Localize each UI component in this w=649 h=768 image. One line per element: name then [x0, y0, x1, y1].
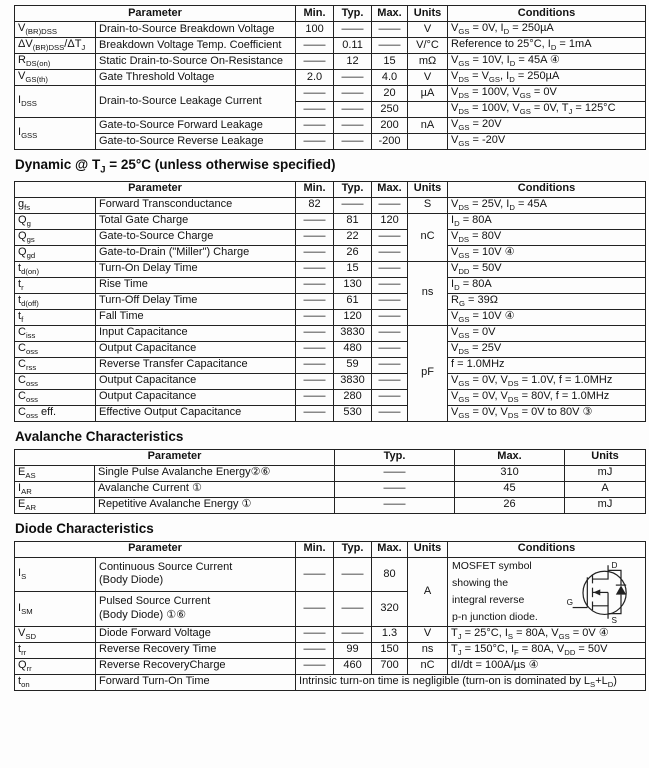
table-cell: —— — [296, 213, 334, 229]
table-cell: —— — [296, 309, 334, 325]
table-cell: —— — [296, 261, 334, 277]
header-cell: Parameter — [15, 181, 296, 197]
table-cell: —— — [372, 389, 408, 405]
table-cell: Gate-to-Drain ("Miller") Charge — [96, 245, 296, 261]
table-row — [15, 497, 646, 513]
table-cell: $V_{DS} = 25V$, $I_D = 45A$ — [448, 197, 646, 213]
header-cell: Parameter — [15, 6, 296, 22]
table-cell: Drain-to-Source Leakage Current — [96, 86, 296, 118]
table-cell: Turn-Off Delay Time — [96, 293, 296, 309]
table-cell: —— — [296, 38, 334, 54]
table-cell: 3830 — [334, 325, 372, 341]
table-cell: Gate-to-Source Forward Leakage — [96, 118, 296, 134]
table-cell: $V_{GS} = 0V$, $I_D = 250\mu A$ — [448, 22, 646, 38]
table-row — [15, 357, 646, 373]
table-cell: 15 — [372, 54, 408, 70]
diode-section-heading: Diode Characteristics — [15, 520, 154, 536]
table-cell: $C_{iss}$ — [15, 325, 96, 341]
table-cell: ns — [408, 261, 448, 325]
table-row — [15, 626, 646, 642]
table-row — [15, 213, 646, 229]
table-cell: 700 — [372, 658, 408, 674]
mosfet-note-text: MOSFET symbol showing the integral reverse p-n junction diode. — [452, 559, 538, 623]
header-cell: Typ. — [334, 541, 372, 557]
table-row — [15, 261, 646, 277]
table-cell: 26 — [455, 497, 565, 513]
table-cell: Reverse Transfer Capacitance — [96, 357, 296, 373]
table-cell: $C_{oss}$ — [15, 341, 96, 357]
table-row — [15, 658, 646, 674]
header-cell: Parameter — [15, 541, 296, 557]
table-cell: dI/dt = 100A/µs ④ — [448, 658, 646, 674]
dynamic-section-heading: Dynamic @ $T_J = 25^\circ C$ (unless otherwise specified) — [15, 157, 336, 176]
table-cell: 12 — [334, 54, 372, 70]
table-cell: —— — [296, 658, 334, 674]
table-cell: V — [408, 626, 448, 642]
table-row — [15, 277, 646, 293]
table-row — [15, 22, 646, 38]
table-cell: mJ — [565, 497, 646, 513]
table-cell: $V_{GS} = 0V$ — [448, 325, 646, 341]
table-cell: —— — [372, 405, 408, 421]
table-cell: $g_{fs}$ — [15, 197, 96, 213]
table-cell: $E_{AR}$ — [15, 497, 95, 513]
table-row — [15, 465, 646, 481]
header-cell: Max. — [455, 449, 565, 465]
table-cell: —— — [296, 325, 334, 341]
table-row — [15, 481, 646, 497]
table-cell: $V_{DS} = 100V$, $V_{GS} = 0V$, $T_J = 125^\circ C$ — [448, 102, 646, 118]
table-row — [15, 557, 646, 592]
table-cell: Continuous Source Current (Body Diode) — [96, 557, 296, 592]
header-cell: Conditions — [448, 541, 646, 557]
table-cell: —— — [372, 309, 408, 325]
header-row — [15, 449, 646, 465]
table-cell: 59 — [334, 357, 372, 373]
header-cell: Parameter — [15, 449, 335, 465]
table-cell: Gate Threshold Voltage — [96, 70, 296, 86]
table-cell: $V_{DD} = 50V$ — [448, 261, 646, 277]
table-cell: —— — [372, 277, 408, 293]
table-cell: 82 — [296, 197, 334, 213]
table-cell: 530 — [334, 405, 372, 421]
table-cell: 120 — [334, 309, 372, 325]
table-cell: —— — [296, 389, 334, 405]
table-cell: Single Pulse Avalanche Energy②⑥ — [95, 465, 335, 481]
table-cell: 200 — [372, 118, 408, 134]
header-cell: Max. — [372, 181, 408, 197]
table-cell: Breakdown Voltage Temp. Coefficient — [96, 38, 296, 54]
table-cell: —— — [296, 229, 334, 245]
table-cell: Rise Time — [96, 277, 296, 293]
table-cell: $t_f$ — [15, 309, 96, 325]
table-cell: $V_{SD}$ — [15, 626, 96, 642]
table-cell: —— — [334, 197, 372, 213]
table-cell: $V_{DS} = 100V$, $V_{GS} = 0V$ — [448, 86, 646, 102]
table-row — [15, 54, 646, 70]
table-cell: —— — [334, 118, 372, 134]
table-cell: 150 — [372, 642, 408, 658]
table-cell: —— — [372, 38, 408, 54]
table-row — [15, 373, 646, 389]
table-cell: —— — [372, 341, 408, 357]
table-cell: —— — [372, 357, 408, 373]
table-cell: 100 — [296, 22, 334, 38]
table-cell: $V_{GS} = 0V$, $V_{DS} = 1.0V$, f = 1.0MHz — [448, 373, 646, 389]
table-cell: Avalanche Current ① — [95, 481, 335, 497]
header-row — [15, 541, 646, 557]
table-cell: V — [408, 22, 448, 38]
table-cell: -200 — [372, 134, 408, 150]
static-characteristics-table — [14, 5, 646, 150]
table-cell: Total Gate Charge — [96, 213, 296, 229]
table-cell: $I_{SM}$ — [15, 592, 96, 627]
table-cell: Static Drain-to-Source On-Resistance — [96, 54, 296, 70]
table-cell: —— — [334, 86, 372, 102]
table-row — [15, 293, 646, 309]
table-cell: 81 — [334, 213, 372, 229]
table-cell: $t_{d(on)}$ — [15, 261, 96, 277]
table-cell: —— — [296, 373, 334, 389]
table-cell: —— — [296, 592, 334, 627]
table-cell: $V_{GS(th)}$ — [15, 70, 96, 86]
table-row — [15, 325, 646, 341]
mosfet-source-label: S — [611, 615, 617, 625]
table-cell: $C_{oss}$ eff. — [15, 405, 96, 421]
table-cell: Fall Time — [96, 309, 296, 325]
table-cell: —— — [334, 557, 372, 592]
table-cell: —— — [372, 229, 408, 245]
table-cell: 61 — [334, 293, 372, 309]
header-cell: Typ. — [334, 181, 372, 197]
table-cell: f = 1.0MHz — [448, 357, 646, 373]
table-cell: 0.11 — [334, 38, 372, 54]
table-cell: $V_{GS} = -20V$ — [448, 134, 646, 150]
table-cell: $V_{DS} = 80V$ — [448, 229, 646, 245]
table-cell: $I_{GSS}$ — [15, 118, 96, 150]
table-cell: —— — [296, 642, 334, 658]
table-cell: —— — [372, 293, 408, 309]
table-cell: $V_{GS} = 10V$ ④ — [448, 245, 646, 261]
table-cell: $t_{rr}$ — [15, 642, 96, 658]
table-cell: Output Capacitance — [96, 389, 296, 405]
avalanche-section-heading: Avalanche Characteristics — [15, 428, 184, 444]
table-cell: 130 — [334, 277, 372, 293]
table-cell: —— — [296, 626, 334, 642]
table-cell: $Q_{gs}$ — [15, 229, 96, 245]
table-cell: $I_D = 80A$ — [448, 277, 646, 293]
table-cell: 80 — [372, 557, 408, 592]
table-cell: V — [408, 70, 448, 86]
table-cell: —— — [296, 245, 334, 261]
header-cell: Units — [408, 181, 448, 197]
table-cell: ns — [408, 642, 448, 658]
table-cell: $Q_{rr}$ — [15, 658, 96, 674]
table-cell: Drain-to-Source Breakdown Voltage — [96, 22, 296, 38]
table-cell: A — [565, 481, 646, 497]
table-cell: µA — [408, 86, 448, 102]
table-row — [15, 405, 646, 421]
table-cell: 99 — [334, 642, 372, 658]
table-cell: nC — [408, 213, 448, 261]
table-row — [15, 341, 646, 357]
table-cell: Forward Turn-On Time — [96, 674, 296, 690]
table-cell: $I_D = 80A$ — [448, 213, 646, 229]
table-cell: $V_{GS} = 0V$, $V_{DS} = 0V$ to 80V ③ — [448, 405, 646, 421]
table-cell: 26 — [334, 245, 372, 261]
table-row — [15, 118, 646, 134]
header-cell: Typ. — [334, 6, 372, 22]
table-row — [15, 70, 646, 86]
table-row — [15, 229, 646, 245]
table-cell: $C_{oss}$ — [15, 373, 96, 389]
table-cell: 45 — [455, 481, 565, 497]
table-cell: —— — [296, 118, 334, 134]
table-cell: $V_{(BR)DSS}$ — [15, 22, 96, 38]
table-cell: Effective Output Capacitance — [96, 405, 296, 421]
table-cell: $C_{rss}$ — [15, 357, 96, 373]
table-cell: Gate-to-Source Charge — [96, 229, 296, 245]
table-cell: Repetitive Avalanche Energy ① — [95, 497, 335, 513]
table-cell: —— — [335, 465, 455, 481]
table-cell: $T_J = 150^\circ C$, $I_F = 80A$, $V_{DD} = 50V$ — [448, 642, 646, 658]
table-cell: 310 — [455, 465, 565, 481]
header-cell: Max. — [372, 6, 408, 22]
table-cell: $T_J = 25^\circ C$, $I_S = 80A$, $V_{GS} = 0V$ ④ — [448, 626, 646, 642]
table-cell: nA — [408, 118, 448, 134]
table-cell: 250 — [372, 102, 408, 118]
table-cell: —— — [334, 592, 372, 627]
table-row — [15, 674, 646, 690]
table-cell: $V_{GS} = 20V$ — [448, 118, 646, 134]
table-row — [15, 642, 646, 658]
table-cell: —— — [372, 245, 408, 261]
table-cell — [448, 557, 646, 626]
table-cell: —— — [335, 481, 455, 497]
table-cell: Diode Forward Voltage — [96, 626, 296, 642]
table-cell: $I_S$ — [15, 557, 96, 592]
table-cell: $t_r$ — [15, 277, 96, 293]
table-cell: —— — [372, 261, 408, 277]
table-cell: mJ — [565, 465, 646, 481]
header-cell: Conditions — [448, 6, 646, 22]
table-cell: —— — [334, 70, 372, 86]
table-cell: —— — [334, 134, 372, 150]
table-cell: Reverse Recovery Time — [96, 642, 296, 658]
table-cell: Intrinsic turn-on time is negligible (turn-on is dominated by $L_S+L_D$) — [296, 674, 646, 690]
header-row — [15, 181, 646, 197]
table-cell: —— — [296, 277, 334, 293]
header-cell: Min. — [296, 181, 334, 197]
header-cell: Units — [565, 449, 646, 465]
table-cell: Gate-to-Source Reverse Leakage — [96, 134, 296, 150]
table-cell: Forward Transconductance — [96, 197, 296, 213]
table-cell: $V_{GS} = 10V$ ④ — [448, 309, 646, 325]
table-cell: $\Delta V_{(BR)DSS}/\Delta T_J$ — [15, 38, 96, 54]
table-cell: —— — [296, 357, 334, 373]
table-cell: $Q_g$ — [15, 213, 96, 229]
table-cell — [408, 102, 448, 118]
header-cell: Conditions — [448, 181, 646, 197]
table-cell: $V_{GS} = 0V$, $V_{DS} = 80V$, f = 1.0MHz — [448, 389, 646, 405]
table-cell: 22 — [334, 229, 372, 245]
table-cell: $R_G = 39\Omega$ — [448, 293, 646, 309]
table-cell: —— — [296, 341, 334, 357]
table-cell: 120 — [372, 213, 408, 229]
table-cell: $V_{DS} = 25V$ — [448, 341, 646, 357]
header-cell: Units — [408, 541, 448, 557]
table-cell: —— — [334, 102, 372, 118]
table-row — [15, 38, 646, 54]
table-cell: —— — [296, 293, 334, 309]
table-cell: pF — [408, 325, 448, 421]
table-cell: 15 — [334, 261, 372, 277]
header-cell: Min. — [296, 541, 334, 557]
table-cell: —— — [296, 134, 334, 150]
table-cell: —— — [335, 497, 455, 513]
table-cell — [408, 134, 448, 150]
table-cell: 3830 — [334, 373, 372, 389]
mosfet-gate-label: G — [566, 597, 573, 607]
table-cell: Output Capacitance — [96, 373, 296, 389]
table-row — [15, 197, 646, 213]
mosfet-symbol-icon — [564, 559, 640, 625]
table-cell: Pulsed Source Current (Body Diode) ①⑥ — [96, 592, 296, 627]
table-cell: 320 — [372, 592, 408, 627]
table-row — [15, 86, 646, 102]
table-cell: —— — [372, 197, 408, 213]
table-cell: $V_{DS} = V_{GS}$, $I_D = 250\mu A$ — [448, 70, 646, 86]
table-cell: —— — [334, 626, 372, 642]
table-cell: 4.0 — [372, 70, 408, 86]
table-cell: —— — [296, 405, 334, 421]
header-cell: Max. — [372, 541, 408, 557]
table-cell: Reverse RecoveryCharge — [96, 658, 296, 674]
header-cell: Typ. — [335, 449, 455, 465]
table-cell: —— — [372, 373, 408, 389]
table-row — [15, 134, 646, 150]
table-cell: 280 — [334, 389, 372, 405]
table-cell: 20 — [372, 86, 408, 102]
header-row — [15, 6, 646, 22]
table-cell: S — [408, 197, 448, 213]
table-cell: —— — [372, 22, 408, 38]
table-cell: $I_{DSS}$ — [15, 86, 96, 118]
table-cell: —— — [296, 86, 334, 102]
table-cell: Input Capacitance — [96, 325, 296, 341]
table-cell: —— — [296, 102, 334, 118]
table-cell: A — [408, 557, 448, 626]
table-cell: Reference to 25°C, $I_D = 1mA$ — [448, 38, 646, 54]
mosfet-note — [451, 558, 642, 626]
table-cell: $C_{oss}$ — [15, 389, 96, 405]
table-row — [15, 389, 646, 405]
table-cell: Output Capacitance — [96, 341, 296, 357]
header-cell: Min. — [296, 6, 334, 22]
table-cell: V/°C — [408, 38, 448, 54]
table-row — [15, 309, 646, 325]
table-cell: 480 — [334, 341, 372, 357]
table-cell: mΩ — [408, 54, 448, 70]
table-cell: $Q_{gd}$ — [15, 245, 96, 261]
table-cell: —— — [296, 54, 334, 70]
table-cell: —— — [372, 325, 408, 341]
table-cell: $t_{d(off)}$ — [15, 293, 96, 309]
header-cell: Units — [408, 6, 448, 22]
table-cell: $t_{on}$ — [15, 674, 96, 690]
avalanche-characteristics-table — [14, 449, 646, 514]
diode-characteristics-table — [14, 541, 646, 691]
table-cell: 2.0 — [296, 70, 334, 86]
table-cell: nC — [408, 658, 448, 674]
dynamic-characteristics-table — [14, 181, 646, 422]
table-cell: 1.3 — [372, 626, 408, 642]
table-cell: 460 — [334, 658, 372, 674]
table-cell: $I_{AR}$ — [15, 481, 95, 497]
mosfet-drain-label: D — [611, 560, 618, 570]
table-cell: $R_{DS(on)}$ — [15, 54, 96, 70]
table-cell: $V_{GS} = 10V$, $I_D = 45A$ ④ — [448, 54, 646, 70]
table-cell: —— — [334, 22, 372, 38]
table-cell: Turn-On Delay Time — [96, 261, 296, 277]
table-cell: —— — [296, 557, 334, 592]
table-cell: $E_{AS}$ — [15, 465, 95, 481]
table-row — [15, 245, 646, 261]
